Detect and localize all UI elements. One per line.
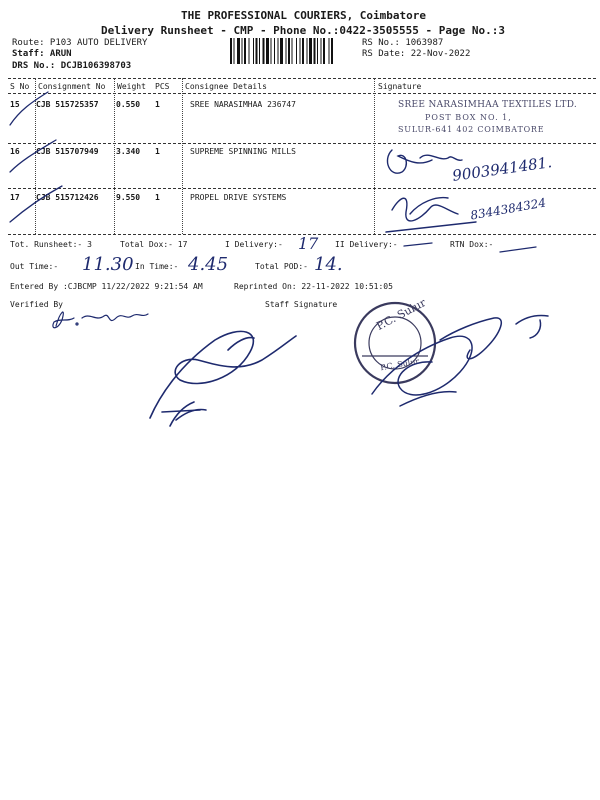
row-consignee: SREE NARASIMHAA 236747 xyxy=(190,100,296,109)
row-weight: 3.340 xyxy=(116,147,141,156)
ii-delivery-label: II Delivery:- xyxy=(335,240,398,249)
staff-signature-label: Staff Signature xyxy=(265,300,338,309)
route-text: Route: P103 AUTO DELIVERY xyxy=(12,38,148,48)
reprinted-on: Reprinted On: 22-11-2022 10:51:05 xyxy=(234,282,393,291)
col-header-pcs: PCS xyxy=(155,82,170,91)
row-pcs: 1 xyxy=(155,193,160,202)
entered-by: Entered By :CJBCMP 11/22/2022 9:21:54 AM xyxy=(10,282,203,291)
i-delivery-label: I Delivery:- xyxy=(225,240,283,249)
in-time-value: 4.45 xyxy=(188,254,229,275)
col-header-consignment: Consignment No xyxy=(38,82,106,91)
staff-text: Staff: ARUN xyxy=(12,49,72,59)
stamp-bottom-text: P.C. Sulur xyxy=(379,356,420,373)
rtn-dox-label: RTN Dox:- xyxy=(450,240,494,249)
row-pcs: 1 xyxy=(155,147,160,156)
rs-date: RS Date: 22-Nov-2022 xyxy=(362,49,471,59)
total-pod-label: Total POD:- xyxy=(255,262,308,271)
col-header-weight: Weight xyxy=(117,82,146,91)
runsheet-subtitle: Delivery Runsheet - CMP - Phone No.:0422-3505555 - Page No.:3 xyxy=(101,24,505,37)
in-time-label: In Time:- xyxy=(135,262,179,271)
row-sno: 16 xyxy=(10,147,20,156)
verified-by-label: Verified By xyxy=(10,300,63,309)
handwritten-phone: 8344384324 xyxy=(469,195,547,223)
row-weight: 0.550 xyxy=(116,100,141,109)
row-sno: 17 xyxy=(10,193,20,202)
total-dox: Total Dox:- 17 xyxy=(120,240,188,249)
total-runsheet: Tot. Runsheet:- 3 xyxy=(10,240,92,249)
company-title: THE PROFESSIONAL COURIERS, Coimbatore xyxy=(181,9,427,22)
out-time-label: Out Time:- xyxy=(10,262,59,271)
out-time-value: 11.30 xyxy=(82,254,134,275)
row-consignment: CJB 515707949 xyxy=(36,147,99,156)
col-header-sno: S No xyxy=(10,82,30,91)
handwritten-phone: 9003941481. xyxy=(451,153,553,185)
stamp-office-name: P.C. Sulur xyxy=(374,296,429,333)
row-sno: 15 xyxy=(10,100,20,109)
row-consignee: PROPEL DRIVE SYSTEMS xyxy=(190,193,287,202)
row-consignee: SUPREME SPINNING MILLS xyxy=(190,147,296,156)
i-delivery-value: 17 xyxy=(298,234,319,253)
row-consignment: CJB 515712426 xyxy=(36,193,99,202)
row-pcs: 1 xyxy=(155,100,160,109)
total-pod-value: 14. xyxy=(314,254,343,275)
row-consignment: CJB 515725357 xyxy=(36,100,99,109)
row-weight: 9.550 xyxy=(116,193,141,202)
rs-number: RS No.: 1063987 xyxy=(362,38,444,48)
drs-number: DRS No.: DCJB106398703 xyxy=(12,61,132,71)
col-header-consignee: Consignee Details xyxy=(185,82,267,91)
col-header-signature: Signature xyxy=(378,82,422,91)
